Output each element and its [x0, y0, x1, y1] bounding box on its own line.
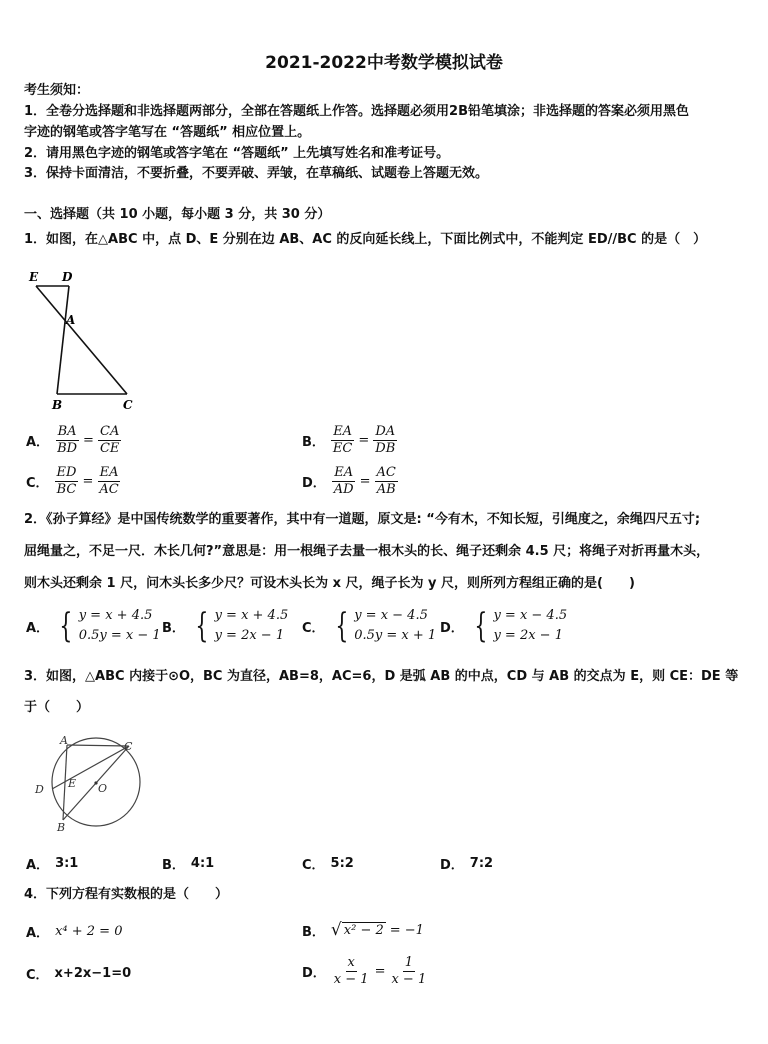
- fig-label: O: [98, 782, 108, 795]
- fig-label: A: [60, 734, 68, 747]
- page-title: 2021-2022中考数学模拟试卷: [265, 53, 503, 73]
- fig-label: C: [124, 740, 133, 753]
- q3-circle-figure: [30, 732, 150, 836]
- q1-option-b[interactable]: B． $\frac{EA}{EC}$ = $\frac{DA}{DB}$: [302, 424, 396, 456]
- q3-option-b[interactable]: B． 4:1: [162, 856, 215, 873]
- q3-option-a[interactable]: A． 3:1: [26, 856, 79, 873]
- fig-label: E: [29, 270, 39, 284]
- fig-label: E: [68, 777, 77, 790]
- notice-item: 2．请用黑色字迹的钢笔或答字笔在 “答题纸” 上先填写姓名和准考证号。: [24, 146, 450, 161]
- q1-option-a[interactable]: A． $\frac{BA}{BD}$ = $\frac{CA}{CE}$: [26, 424, 120, 456]
- q2-stem-line: 则木头还剩余 1 尺，问木头长多少尺？可设木头长为 x 尺，绳子长为 y 尺，则所列方程组正确的是( ): [24, 576, 635, 591]
- q4-option-c[interactable]: C． x+2x−1=0: [26, 966, 132, 983]
- q2-stem-line: 2．《孙子算经》是中国传统数学的重要著作，其中有一道题，原文是: “今有木，不知长短，引绳度之，余绳四尺五寸;: [24, 512, 701, 527]
- q4-stem: 4．下列方程有实数根的是（ ）: [24, 887, 229, 902]
- fig-label: C: [123, 398, 133, 412]
- q1-stem: 1．如图，在△ABC 中，点 D、E 分别在边 AB、AC 的反向延长线上，下面比例式中，不能判定 ED//BC 的是（ ）: [24, 232, 707, 247]
- q4-option-b[interactable]: B． √ x² − 2 = −1: [302, 920, 424, 940]
- q2-option-b[interactable]: B． { y = x + 4.5 y = 2x − 1: [162, 606, 289, 646]
- fig-label: D: [62, 270, 73, 284]
- sqrt-sign: √: [330, 920, 342, 940]
- q3-stem-line: 3．如图，△ABC 内接于⊙O，BC 为直径，AB=8，AC=6，D 是弧 AB 的中点，CD 与 AB 的交点为 E，则 CE：DE 等: [24, 669, 739, 684]
- fig-label: B: [52, 398, 63, 412]
- fig-label: A: [66, 313, 76, 327]
- fig-label: B: [57, 821, 66, 834]
- notice-item: 1．全卷分选择题和非选择题两部分，全部在答题纸上作答。选择题必须用2B铅笔填涂；非选择题的答案必须用黑色: [24, 104, 690, 119]
- notice-heading: 考生须知：: [24, 83, 90, 98]
- notice-item: 字迹的钢笔或答字笔写在 “答题纸” 相应位置上。: [24, 125, 311, 140]
- q1-option-d[interactable]: D． $\frac{EA}{AD}$ = $\frac{AC}{AB}$: [302, 465, 396, 497]
- q2-option-c[interactable]: C． { y = x − 4.5 0.5y = x + 1: [302, 606, 437, 646]
- q2-stem-line: 屈绳量之，不足一尺．木长几何?”意思是：用一根绳子去量一根木头的长、绳子还剩余 4.5 尺；将绳子对折再量木头，: [24, 544, 710, 559]
- q1-option-c[interactable]: C． $\frac{ED}{BC}$ = $\frac{EA}{AC}$: [26, 465, 119, 497]
- q3-stem-line: 于（ ）: [24, 700, 90, 715]
- q4-option-d[interactable]: D． $\frac{x}{x - 1}$ = $\frac{1}{x - 1}$: [302, 955, 427, 987]
- q4-option-a[interactable]: A． x⁴ + 2 = 0: [26, 924, 123, 941]
- section-heading: 一、选择题（共 10 小题，每小题 3 分，共 30 分）: [24, 207, 331, 222]
- q1-triangle-figure: [26, 268, 141, 416]
- q3-option-d[interactable]: D． 7:2: [440, 856, 494, 873]
- q2-option-a[interactable]: A． { y = x + 4.5 0.5y = x − 1: [26, 606, 161, 646]
- fig-label: D: [35, 783, 44, 796]
- notice-item: 3．保持卡面清洁，不要折叠，不要弄破、弄皱，在草稿纸、试题卷上答题无效。: [24, 166, 489, 181]
- q2-option-d[interactable]: D． { y = x − 4.5 y = 2x − 1: [440, 606, 568, 646]
- q3-option-c[interactable]: C． 5:2: [302, 856, 354, 873]
